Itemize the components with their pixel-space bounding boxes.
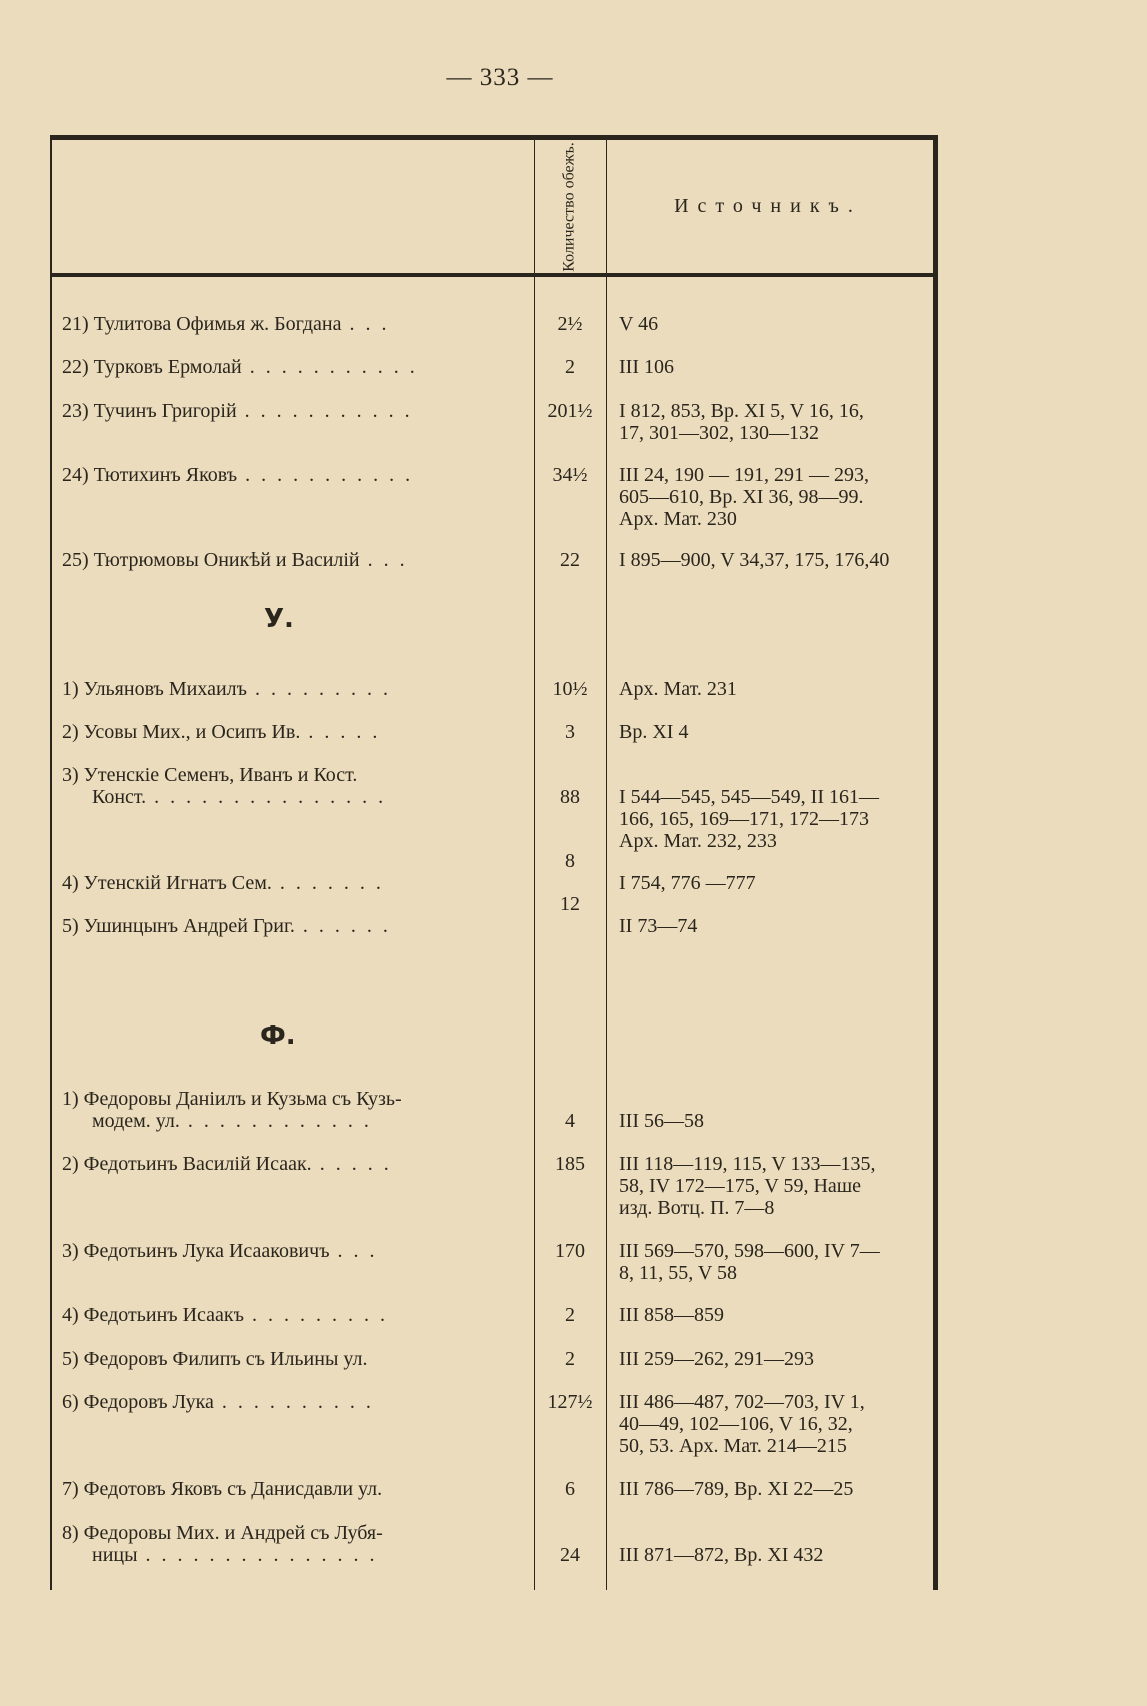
column-divider [606, 140, 607, 1590]
count-column-header: Количество обежъ. [561, 141, 579, 272]
source-column-header: Источникъ. [674, 195, 862, 217]
section-letter-u: У. [264, 604, 294, 634]
page-number: — 333 — [446, 64, 554, 91]
header-rule [52, 273, 933, 277]
column-divider [534, 140, 535, 1590]
section-letter-f: Ф. [260, 1021, 296, 1051]
register-table: Количество обежъ. Источникъ. 21) Тулитова Офимья ж. Богдана . . . 2½ V 46 22) Турковъ Ермолай . . . . . . . . . . . 2 III 106 23) Тучинъ Григорій . . . . . . . . . . . 201½ I 812, 853, Вр. XI 5, V 16, 16, 17, 301—302, 130—132 24) Тютихинъ Яковъ . . . . . . . . . . . 34½ III 24, 190 — 191, 291 — 293, 605—610, Вр. XI 36, 98—99. Арх. Мат. 230 25) Тютрюмовы Оникѣй и Василій . . . 22 I 895—900, V 34,37, 175, 176,40 У. 1) Ульяновъ Михаилъ . . . . . . . . . 10½ Арх. Мат. 231 2) Усовы Мих., и Осипъ Ив. . . . . . 3 Вр. XI 4 3) Утенскіе Семенъ, Иванъ и Кост. Конст. . . . . . . . . . . . . . . . 88 I 544—545, 545—549, II 161— 166, 165, 169—171, 172—173 Арх. Мат. 232, 233 4) Утенскій Игнатъ Сем. . . . . . . . 8 I 754, 776 —777 5) Ушинцынъ Андрей Григ. . . . . . . 12 II 73—74 Ф. 1) Федоровы Даніилъ и Кузьма съ Кузь- модем. ул. . . . . . . . . . . . . 4 III 56—58 2) Федотьинъ Василій Исаак. . . . . . 185 III 118—119, 115, V 133—135, 58, IV 172—175, V 59, Наше изд. Вотц. П. 7—8 3) Федотьинъ Лука Исааковичъ . . . 170 III 569—570, 598—600, IV 7— 8, 11, 55, V 58 4) Федотьинъ Исаакъ . . . . . . . . . 2 III 858—859 5) Федоровъ Филипъ съ Ильины ул. 2 III 259—262, 291—293 6) Федоровъ Лука . . . . . . . . . . 127½ III 486—487, 702—703, IV 1, 40—49, 102—106, V 16, 32, 50, 53. Арх. Мат. 214—215 7) Федотовъ Яковъ съ Данисдавли ул. 6 III 786—789, Вр. XI 22—25 8) Федоровы Мих. и Андрей съ Лубя- ницы . . . . . . . . . . . . . . . 24 III 871—872, Вр. XI 432 [50, 135, 938, 1590]
